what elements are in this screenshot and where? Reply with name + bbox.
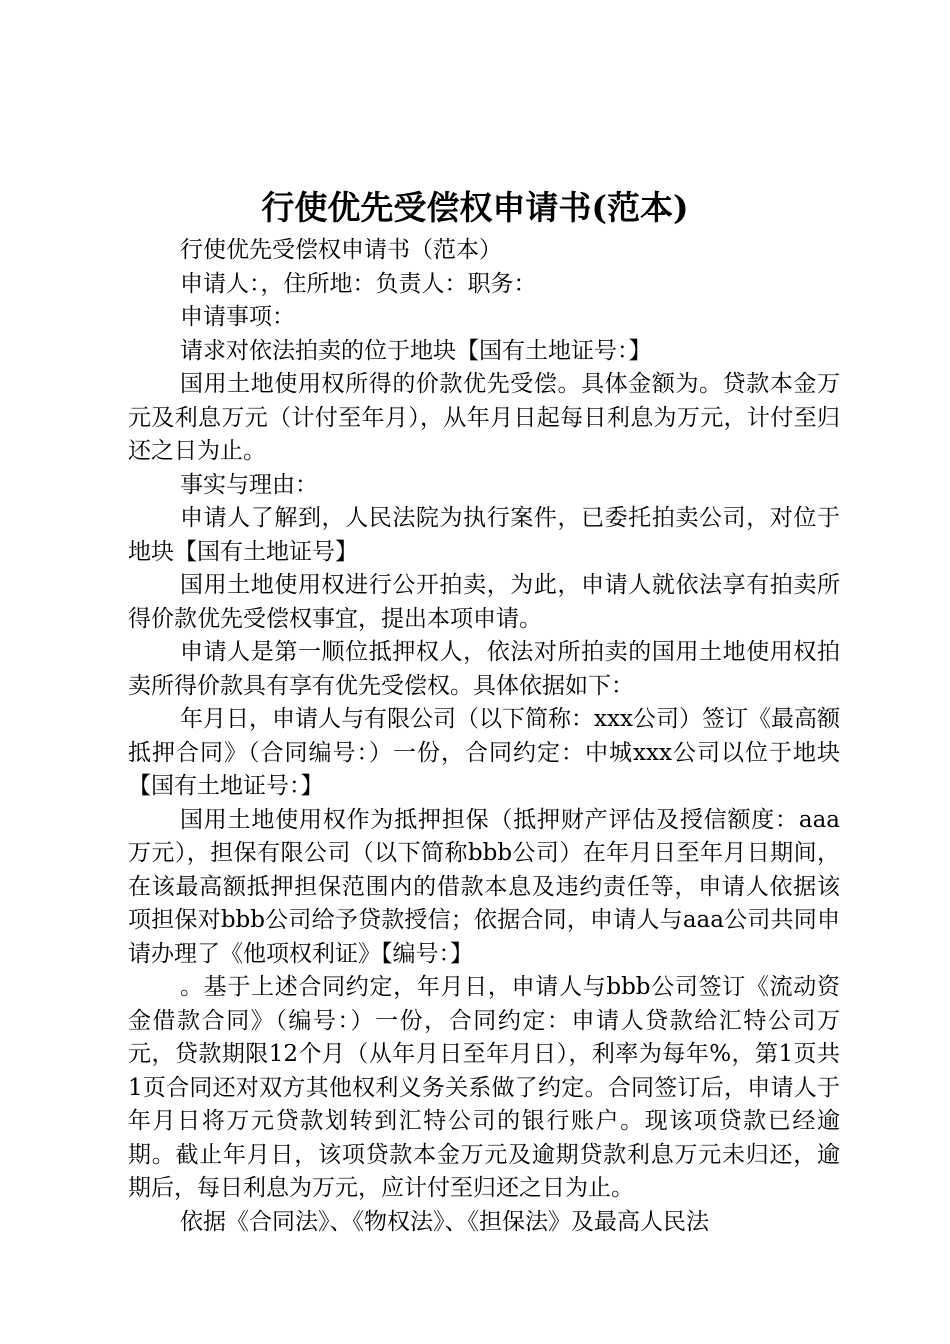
paragraph: 国用土地使用权所得的价款优先受偿。具体金额为。贷款本金万元及利息万元（计付至年月），从年月日起每日利息为万元，计付至归还之日为止。 <box>128 371 840 464</box>
paragraph: 申请人：，住所地：负责人：职务： <box>180 270 537 297</box>
document-body <box>128 234 840 1239</box>
paragraph: 依据《合同法》、《物权法》、《担保法》及最高人民法 <box>180 1208 709 1235</box>
paragraph: 。基于上述合同约定，年月日，申请人与bbb公司签订《流动资金借款合同》（编号：）一份，合同约定：申请人贷款给汇特公司万元，贷款期限12个月（从年月日至年月日），利率为每年%，第1页共1页合同还对双方其他权利义务关系做了约定。合同签订后，申请人于年月日将万元贷款划转到汇特公司的银行账户。现该项贷款已经逾期。截止年月日，该项贷款本金万元及逾期贷款利息万元未归还，逾期后，每日利息为万元，应计付至归还之日为止。 <box>128 974 840 1201</box>
paragraph: 申请人是第一顺位抵押权人，依法对所拍卖的国用土地使用权拍卖所得价款具有享有优先受偿权。具体依据如下： <box>128 639 840 699</box>
paragraph: 行使优先受偿权申请书（范本） <box>180 237 502 263</box>
paragraph: 国用土地使用权作为抵押担保（抵押财产评估及授信额度：aaa万元），担保有限公司（以下简称bbb公司）在年月日至年月日期间，在该最高额抵押担保范围内的借款本息及违约责任等，申请人依据该项担保对bbb公司给予贷款授信；依据合同，申请人与aaa公司共同申请办理了《他项权利证》【编号：】 <box>128 806 840 967</box>
paragraph: 国用土地使用权进行公开拍卖，为此，申请人就依法享有拍卖所得价款优先受偿权事宜，提出本项申请。 <box>128 572 840 632</box>
paragraph: 请求对依法拍卖的位于地块【国有土地证号：】 <box>180 337 652 364</box>
paragraph: 申请人了解到，人民法院为执行案件，已委托拍卖公司，对位于地块【国有土地证号】 <box>128 505 840 565</box>
document-title: 行使优先受偿权申请书(范本) <box>261 188 689 227</box>
paragraph: 申请事项： <box>180 304 295 330</box>
paragraph: 年月日，申请人与有限公司（以下简称：xxx公司）签订《最高额抵押合同》（合同编号：）一份，合同约定：中城xxx公司以位于地块【国有土地证号：】 <box>128 706 840 799</box>
paragraph: 事实与理由： <box>180 471 318 498</box>
